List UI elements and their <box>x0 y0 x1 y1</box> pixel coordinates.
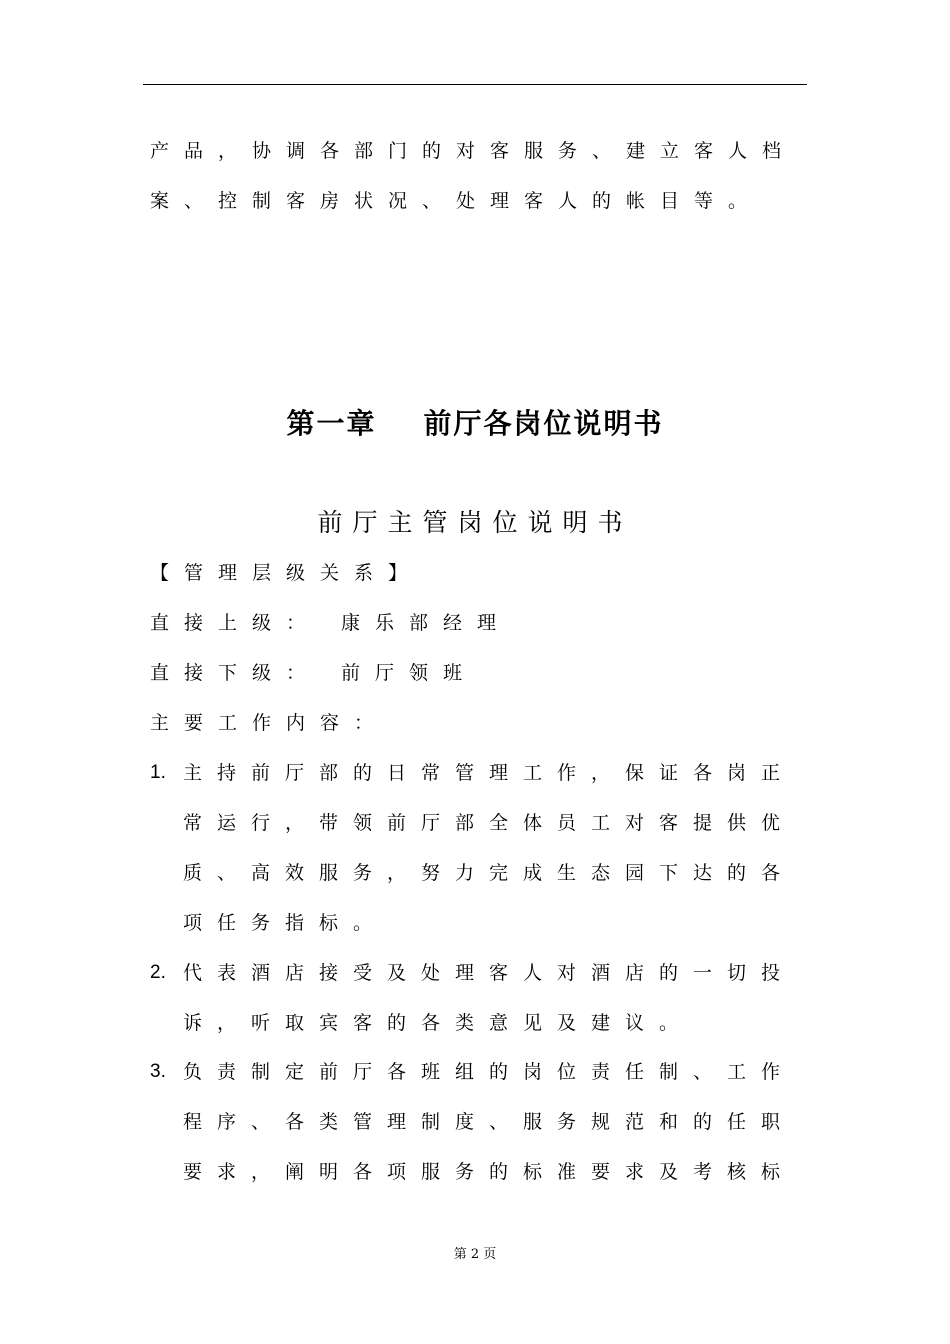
item-number: 1. <box>150 762 166 783</box>
item-line: 代表酒店接受及处理客人对酒店的一切投 <box>183 962 796 984</box>
item-line: 要求，阐明各项服务的标准要求及考核标 <box>183 1161 796 1183</box>
section-title: 前厅主管岗位说明书 <box>317 508 633 537</box>
item-number: 3. <box>150 1061 166 1082</box>
main-work-heading: 主要工作内容： <box>150 712 389 734</box>
item-number: 2. <box>150 962 166 983</box>
hierarchy-heading: 【管理层级关系】 <box>150 562 423 584</box>
chapter-title: 第一章 前厅各岗位说明书 <box>286 407 664 440</box>
item-line: 主持前厅部的日常管理工作，保证各岗正 <box>183 762 796 784</box>
page-number-footer: 第 2 页 <box>453 1247 497 1262</box>
item-line: 程序、各类管理制度、服务规范和的任职 <box>183 1111 796 1133</box>
direct-superior: 直接上级： 康乐部经理 <box>150 612 512 634</box>
item-line: 诉，听取宾客的各类意见及建议。 <box>183 1012 694 1034</box>
item-line: 负责制定前厅各班组的岗位责任制、工作 <box>183 1061 796 1083</box>
item-line: 常运行，带领前厅部全体员工对客提供优 <box>183 812 796 834</box>
item-line: 项任务指标。 <box>183 912 388 934</box>
header-rule <box>143 84 807 85</box>
direct-subordinate: 直接下级： 前厅领班 <box>150 662 478 684</box>
intro-line-1: 产品，协调各部门的对客服务、建立客人档 <box>150 140 797 162</box>
intro-line-2: 案、控制客房状况、处理客人的帐目等。 <box>150 190 763 212</box>
item-line: 质、高效服务，努力完成生态园下达的各 <box>183 862 796 884</box>
